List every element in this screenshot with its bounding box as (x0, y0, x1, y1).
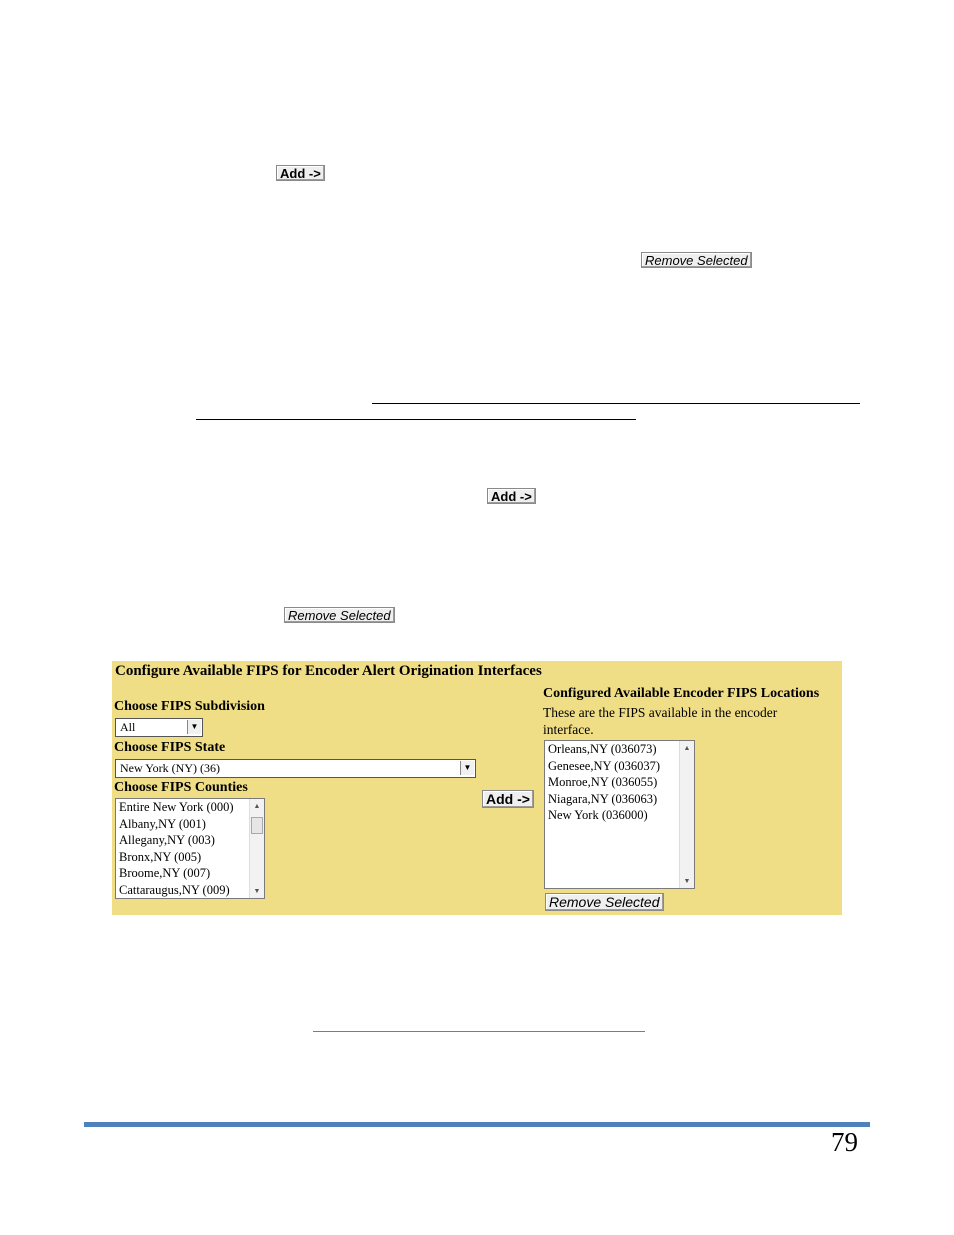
inline-remove-selected-button[interactable]: Remove Selected (641, 252, 752, 268)
counties-listbox[interactable] (115, 798, 265, 899)
state-label: Choose FIPS State (114, 740, 226, 755)
subdivision-select[interactable] (115, 718, 203, 737)
scroll-up-icon[interactable]: ▲ (683, 744, 691, 752)
page-number: 79 (831, 1127, 858, 1157)
subdivision-label: Choose FIPS Subdivision (114, 699, 265, 714)
add-button[interactable]: Add -> (482, 790, 534, 808)
scrollbar[interactable] (249, 799, 264, 898)
list-item[interactable]: Niagara,NY (036063) (548, 791, 658, 806)
inline-remove-selected-button[interactable]: Remove Selected (284, 607, 395, 623)
configured-label: Configured Available Encoder FIPS Locations (543, 686, 820, 701)
remove-selected-button[interactable]: Remove Selected (545, 893, 664, 911)
fips-config-panel (112, 661, 842, 915)
list-item[interactable]: Monroe,NY (036055) (548, 775, 658, 789)
list-item[interactable]: Albany,NY (001) (119, 816, 206, 831)
scrollbar[interactable] (679, 741, 694, 888)
link-underline (313, 1031, 645, 1032)
dropdown-arrow-icon[interactable]: ▼ (460, 761, 474, 775)
link-underline (372, 403, 860, 404)
inline-add-button[interactable]: Add -> (276, 165, 325, 181)
state-value: New York (NY) (36) (120, 761, 220, 775)
configured-listbox[interactable] (544, 740, 695, 889)
counties-label: Choose FIPS Counties (114, 780, 248, 795)
scrollbar-thumb[interactable] (251, 817, 263, 834)
inline-add-button[interactable]: Add -> (487, 488, 536, 504)
subdivision-value: All (120, 720, 136, 734)
list-item[interactable]: Broome,NY (007) (119, 866, 211, 880)
dropdown-arrow-icon[interactable]: ▼ (187, 720, 201, 734)
configured-description: These are the FIPS available in the encoder interface. (543, 705, 778, 737)
list-item[interactable]: Genesee,NY (036037) (548, 758, 660, 773)
list-item[interactable]: Orleans,NY (036073) (548, 742, 657, 756)
state-select[interactable] (115, 759, 476, 778)
list-item[interactable]: New York (036000) (548, 808, 648, 822)
list-item[interactable]: Bronx,NY (005) (119, 849, 202, 864)
list-item[interactable]: Cattaraugus,NY (009) (119, 882, 230, 897)
scroll-down-icon[interactable]: ▼ (253, 887, 261, 895)
panel-title: Configure Available FIPS for Encoder Alert Origination Interfaces (115, 663, 542, 679)
list-item[interactable]: Entire New York (000) (119, 800, 234, 814)
scroll-up-icon[interactable]: ▲ (253, 802, 261, 810)
list-item[interactable]: Allegany,NY (003) (119, 833, 215, 847)
link-underline (196, 419, 636, 420)
footer-rule (84, 1122, 870, 1127)
scroll-down-icon[interactable]: ▼ (683, 877, 691, 885)
